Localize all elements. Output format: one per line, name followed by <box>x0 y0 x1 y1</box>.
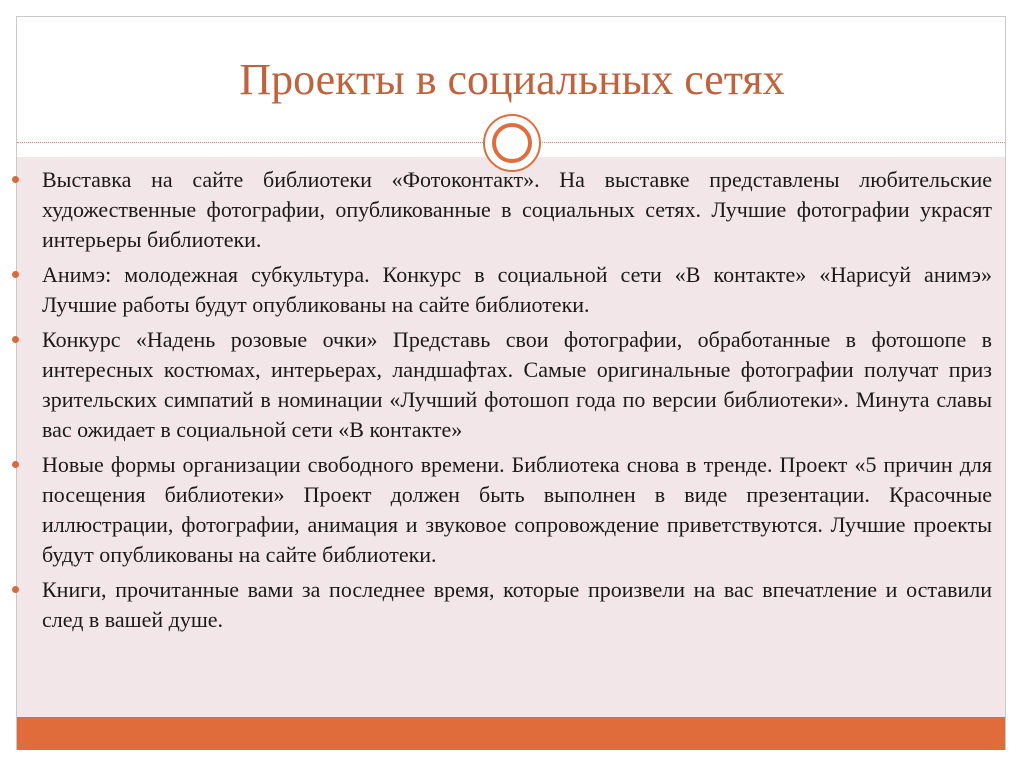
bullet-item-leisure-forms <box>10 450 992 570</box>
bullet-item-pink-glasses-contest <box>10 325 992 445</box>
bullet-text: Конкурс «Надень розовые очки» Представь свои фотографии, обработанные в фотошопе в интересных костюмах, интерьерах, ландшафтах. Самые оригинальные фотографии получат приз зрительских симпатий в номинации «Лучший фотошоп года по версии библиотеки». Минута славы вас ожидает в социальной сети «В контакте» <box>42 327 992 442</box>
bullet-dot-icon <box>12 176 19 183</box>
ring-ornament-inner <box>492 123 532 163</box>
bullet-dot-icon <box>12 271 19 278</box>
bullet-text: Выставка на сайте библиотеки «Фотоконтакт». На выставке представлены любительские художественные фотографии, опубликованные в социальных сетях. Лучшие фотографии украсят интерьеры библиотеки. <box>42 167 992 252</box>
bullet-item-anime-contest <box>10 260 992 320</box>
bullet-text: Анимэ: молодежная субкультура. Конкурс в социальной сети «В контакте» «Нарисуй анимэ» Лучшие работы будут опубликованы на сайте библиотеки. <box>42 262 992 317</box>
bullet-dot-icon <box>12 586 19 593</box>
footer-accent-bar <box>17 717 1005 750</box>
bullet-text: Новые формы организации свободного времени. Библиотека снова в тренде. Проект «5 причин для посещения библиотеки» Проект должен быть выполнен в виде презентации. Красочные иллюстрации, фотографии, анимация и звуковое сопровождение приветствуются. Лучшие проекты будут опубликованы на сайте библиотеки. <box>42 452 992 567</box>
bullet-item-photo-exhibition <box>10 165 992 255</box>
bullet-item-books <box>10 575 992 635</box>
slide-title: Проекты в социальных сетях <box>239 55 785 104</box>
bullet-dot-icon <box>12 461 19 468</box>
bullet-text: Книги, прочитанные вами за последнее время, которые произвели на вас впечатление и оставили след в вашей душе. <box>42 577 992 632</box>
bullet-list <box>10 165 992 640</box>
ring-ornament-icon <box>483 114 541 172</box>
bullet-dot-icon <box>12 336 19 343</box>
